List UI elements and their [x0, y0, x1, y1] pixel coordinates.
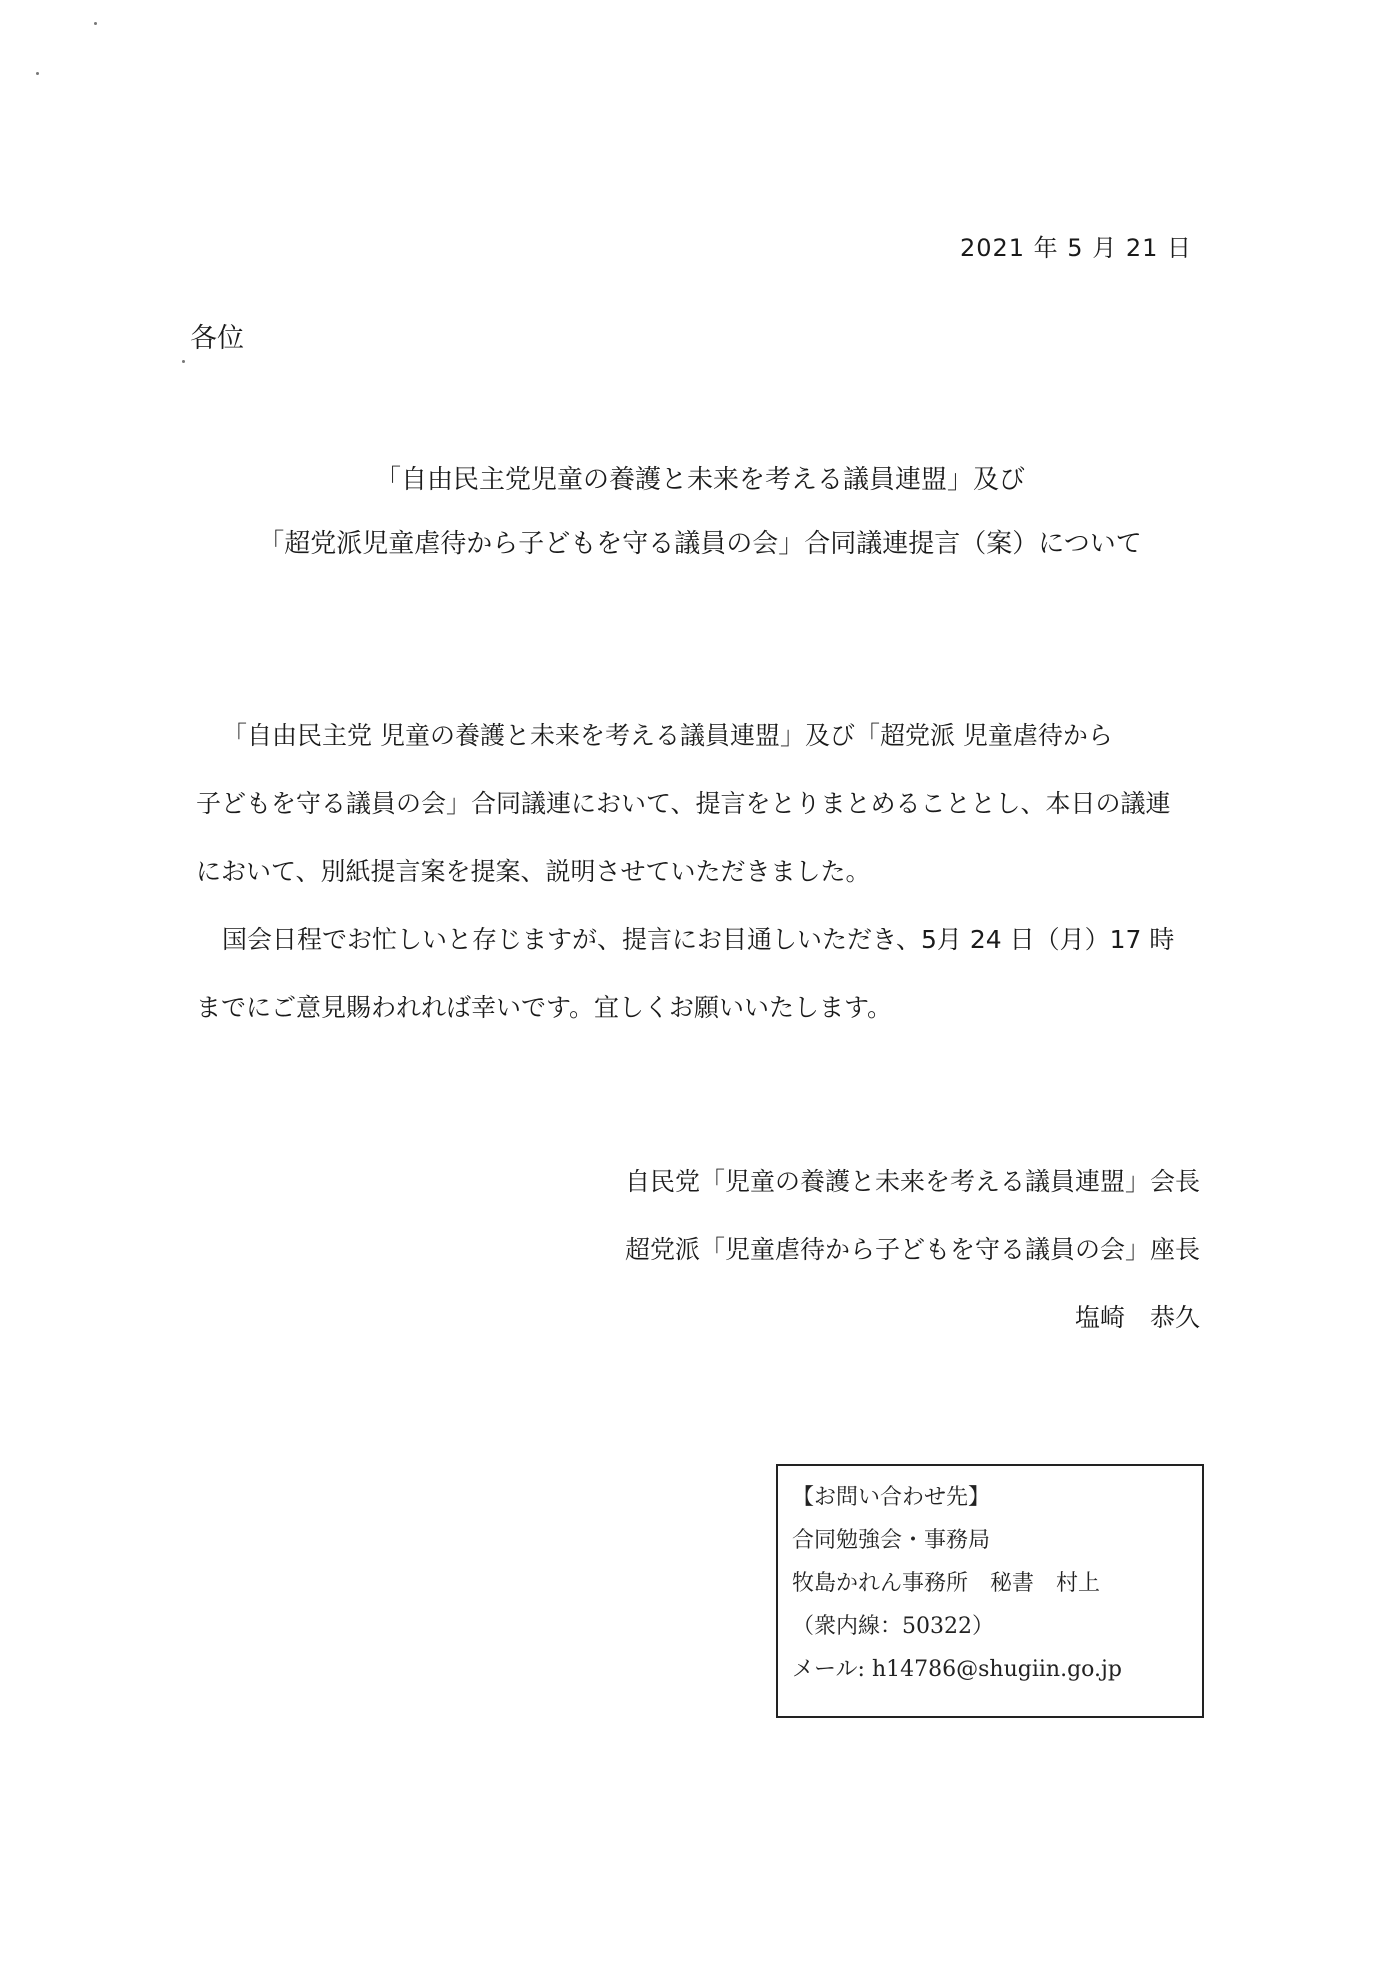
contact-line: 合同勉強会・事務局 [792, 1528, 991, 1553]
document-date: 2021 年 5 月 21 日 [959, 234, 1192, 262]
title-line: 「超党派児童虐待から子どもを守る議員の会」合同議連提言（案）について [258, 529, 1142, 559]
contact-line: 牧島かれん事務所 秘書 村上 [792, 1571, 1101, 1596]
scan-speck [36, 72, 39, 75]
body-line: において、別紙提言案を提案、説明させていただきました。 [196, 857, 871, 886]
contact-email: メール: h14786@shugiin.go.jp [792, 1657, 1122, 1682]
signature-line: 自民党「児童の養護と未来を考える議員連盟」会長 [624, 1167, 1200, 1196]
contact-heading: 【お問い合わせ先】 [792, 1485, 991, 1510]
signature-line: 超党派「児童虐待から子どもを守る議員の会」座長 [624, 1235, 1200, 1264]
body-line: 「自由民主党 児童の養護と未来を考える議員連盟」及び「超党派 児童虐待から [222, 721, 1113, 750]
scan-speck [182, 360, 185, 363]
title-line: 「自由民主党児童の養護と未来を考える議員連盟」及び [374, 465, 1025, 495]
body-line: 国会日程でお忙しいと存じますが、提言にお目通しいただき、5月 24 日（月）17 時 [222, 925, 1175, 954]
signature-block [625, 1148, 1200, 1352]
salutation: 各位 [190, 323, 244, 354]
contact-box [776, 1464, 1204, 1718]
document-title [0, 448, 1400, 576]
scan-speck [94, 22, 97, 25]
body-line: までにご意見賜われれば幸いです。宜しくお願いいたします。 [196, 993, 893, 1022]
body-text [196, 702, 1206, 1042]
body-line: 子どもを守る議員の会」合同議連において、提言をとりまとめることとし、本日の議連 [196, 789, 1171, 818]
contact-line: （衆内線：50322） [792, 1614, 994, 1639]
signature-name: 塩崎 恭久 [1074, 1303, 1200, 1332]
